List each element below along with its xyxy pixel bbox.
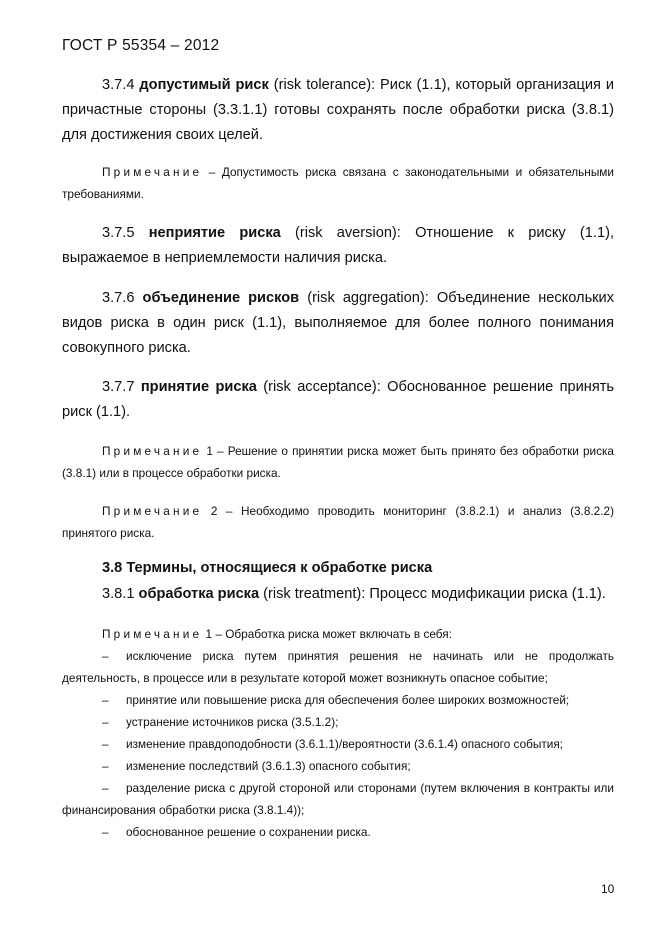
treatment-options-list: [62, 645, 614, 843]
note-acceptance-1: [62, 440, 614, 484]
list-item-text: изменение правдоподобности (3.6.1.1)/вероятности (3.6.1.4) опасного события;: [126, 737, 564, 751]
document-header: ГОСТ Р 55354 – 2012: [62, 37, 220, 54]
term-number: 3.7.6: [102, 290, 135, 306]
term-name: принятие риска: [140, 379, 257, 395]
list-dash: –: [102, 649, 109, 663]
list-dash: –: [102, 759, 109, 773]
list-item: [62, 689, 614, 711]
note-text: 1 – Обработка риска может включать в себя:: [202, 627, 452, 641]
list-item-text: принятие или повышение риска для обеспечения более широких возможностей;: [126, 693, 570, 707]
list-dash: –: [102, 693, 109, 707]
list-dash: –: [102, 781, 109, 795]
term-3-7-6: [62, 286, 614, 361]
term-number: 3.7.5: [102, 225, 135, 241]
note-treatment: [62, 623, 614, 645]
term-name: допустимый риск: [139, 77, 269, 93]
list-item-text: обоснованное решение о сохранении риска.: [126, 825, 371, 839]
section-heading-3-8: [62, 560, 614, 576]
page-number: 10: [601, 882, 615, 896]
list-item-text: устранение источников риска (3.5.1.2);: [126, 715, 339, 729]
list-item: [62, 645, 614, 689]
term-definition: (risk acceptance): Обоснованное решение принять риск (1.1).: [62, 379, 615, 420]
term-name: объединение рисков: [142, 290, 300, 306]
term-number: 3.7.4: [102, 77, 135, 93]
term-name: обработка риска: [138, 586, 260, 602]
term-3-7-4: [62, 73, 614, 148]
list-dash: –: [102, 715, 109, 729]
note-label: Примечание: [102, 627, 203, 641]
list-dash: –: [102, 825, 109, 839]
note-text: 1 – Решение о принятии риска может быть принято без обработки риска (3.8.1) или в процессе обработки риска.: [62, 444, 614, 480]
term-3-7-5: [62, 221, 614, 271]
note-text: – Допустимость риска связана с законодательными и обязательными требованиями.: [62, 165, 614, 201]
note-label: Примечание: [102, 504, 203, 518]
list-item-text: исключение риска путем принятия решения не начинать или не продолжать деятельность, в процессе или в результате которой может возникнуть опасное событие;: [62, 649, 614, 685]
term-definition: (risk tolerance): Риск (1.1), который организация и причастные стороны (3.3.1.1) готовы сохранять после обработки риска (3.8.1) для достижения своих целей.: [62, 77, 614, 143]
note-label: Примечание: [102, 444, 203, 458]
list-item-text: изменение последствий (3.6.1.3) опасного события;: [126, 759, 411, 773]
list-item: [62, 755, 614, 777]
list-item: [62, 777, 614, 821]
term-definition: (risk aggregation): Объединение нескольких видов риска в один риск (1.1), выполняемое для более полного понимания совокупного риска.: [62, 290, 615, 356]
list-item-text: разделение риска с другой стороной или сторонами (путем включения в контракты или финансирования обработки риска (3.8.1.4));: [62, 781, 614, 817]
term-number: 3.7.7: [102, 379, 135, 395]
note-acceptance-2: [62, 500, 614, 544]
note-label: Примечание: [102, 165, 203, 179]
term-definition: (risk treatment): Процесс модификации риска (1.1).: [259, 586, 606, 602]
note-tolerance: [62, 161, 614, 205]
section-heading: 3.8 Термины, относящиеся к обработке риска: [102, 560, 433, 576]
list-item: [62, 733, 614, 755]
list-dash: –: [102, 737, 109, 751]
list-item: [62, 821, 614, 843]
term-3-7-7: [62, 375, 614, 425]
term-3-8-1: [62, 582, 614, 607]
term-name: неприятие риска: [148, 225, 281, 241]
term-definition: (risk aversion): Отношение к риску (1.1), выражаемое в неприемлемости наличия риска.: [62, 225, 614, 266]
term-number: 3.8.1: [102, 586, 135, 602]
note-text: 2 – Необходимо проводить мониторинг (3.8.2.1) и анализ (3.8.2.2) принятого риска.: [62, 504, 614, 540]
list-item: [62, 711, 614, 733]
